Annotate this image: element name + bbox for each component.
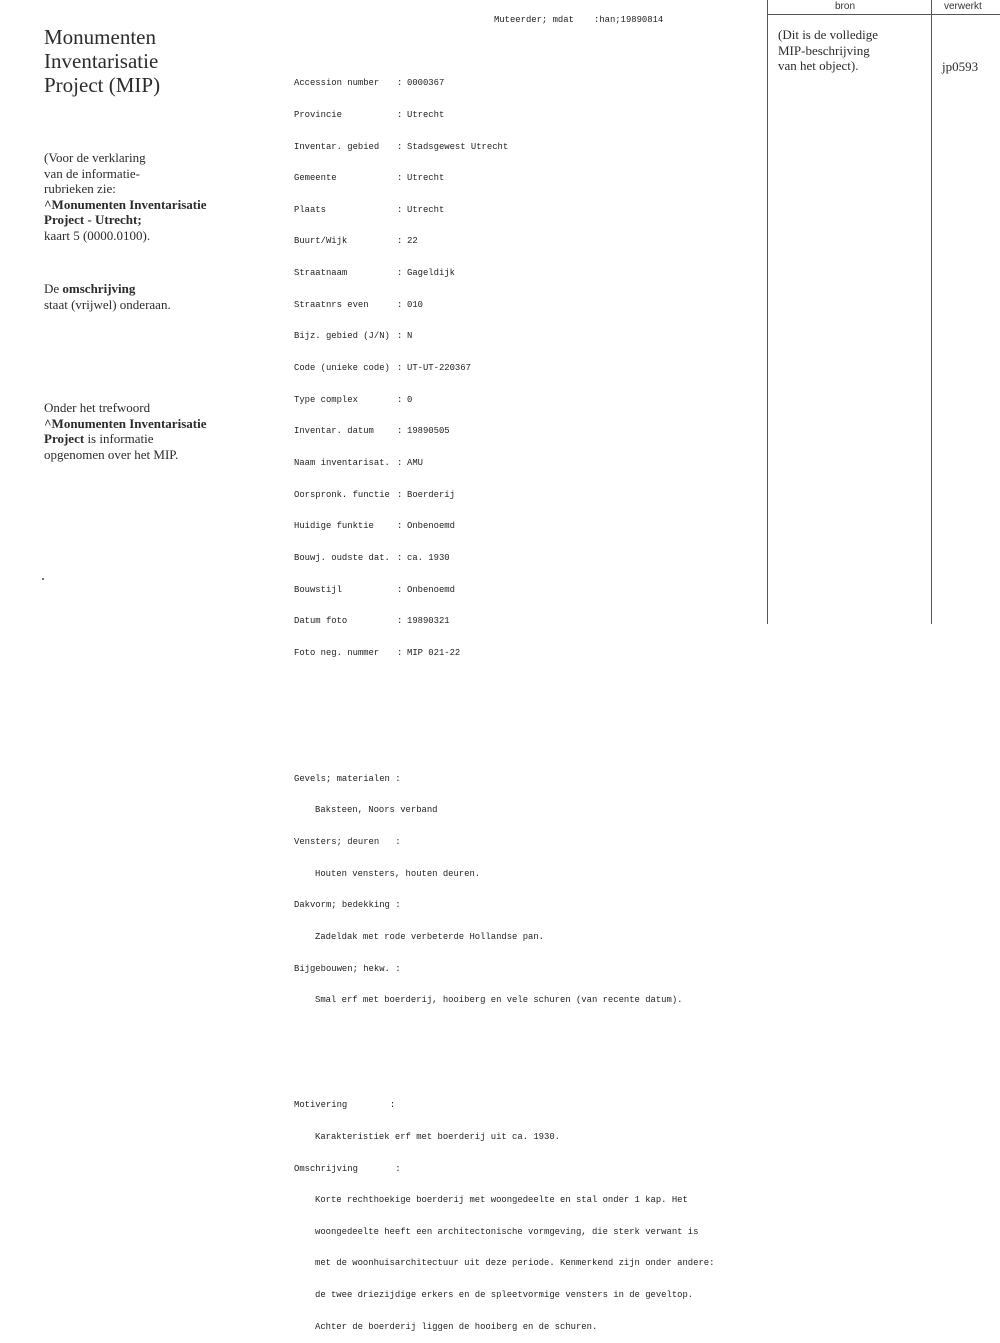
column-header-verwerkt: verwerkt [944,1,982,12]
cross-reference: ^Monumenten Inventarisatie [44,415,207,431]
section-text: Baksteen, Noors verband [315,805,438,816]
explanation-note [44,150,254,243]
verwerkt-cell: jp0593 [942,59,979,74]
cross-reference: ^Monumenten Inventarisatie [44,196,207,212]
field-label: Bijz. gebied (J/N) [294,331,390,342]
title-line: Inventarisatie [44,49,159,73]
note-text: van de informatie- [44,165,141,181]
note-text: opgenomen over het MIP. [44,446,179,462]
field-label: Muteerder; mdat [494,15,574,25]
bron-cell [778,27,928,74]
omschrijving-line: Korte rechthoekige boerderij met woongedeelte en stal onder 1 kap. Het [315,1195,688,1206]
keyword-note [44,400,254,462]
keyword: omschrijving [62,281,136,296]
record-field: Huidige funktie : Onbenoemd [294,521,455,532]
section-label: Vensters; deuren : [294,837,401,848]
record-field: Gemeente : Utrecht [294,173,445,184]
record-field: Bouwj. oudste dat. : ca. 1930 [294,552,450,563]
field-label: Gemeente [294,173,337,184]
field-label: Datum foto [294,616,348,627]
record-field: Inventar. gebied : Stadsgewest Utrecht [294,141,509,152]
bron-text: van het object). [778,58,859,73]
cross-reference: Project [44,431,85,446]
note-text: is informatie [84,431,154,446]
field-value: MIP 021-22 [407,647,461,658]
page-title [44,25,254,97]
title-line: Monumenten [44,25,156,49]
omschrijving-line: woongedeelte heeft een architectonische vormgeving, die sterk verwant is [315,1226,699,1237]
section-label: Gevels; materialen : [294,773,401,784]
field-label: Huidige funktie [294,521,374,532]
record-field: Provincie : Utrecht [294,109,445,120]
field-value: 19890505 [407,426,450,437]
cross-reference: Project - Utrecht; [44,212,142,227]
description-note [44,281,254,312]
field-value: AMU [407,457,423,468]
mip-record [294,15,754,1343]
field-value: UT-UT-220367 [407,363,471,374]
motivering-text: Karakteristiek erf met boerderij uit ca. 1930. [315,1131,560,1142]
field-label: Straatnrs even [294,299,369,310]
field-label: Straatnaam [294,268,348,279]
record-field: Bouwstijl : Onbenoemd [294,584,455,595]
field-label: Provincie [294,109,342,120]
record-field: Code (unieke code) : UT-UT-220367 [294,363,471,374]
note-text: (Voor de verklaring [44,150,146,165]
record-field: Type complex : 0 [294,394,413,405]
record-field: Straatnrs even : 010 [294,299,423,310]
record-field: Bijz. gebied (J/N) : N [294,331,413,342]
bron-text: MIP-beschrijving [778,42,870,58]
field-label: Bouwstijl [294,584,342,595]
field-label: Type complex [294,394,358,405]
record-fields [294,57,754,679]
record-field: Buurt/Wijk : 22 [294,236,418,247]
field-value: ca. 1930 [407,552,450,563]
section-text: Zadeldak met rode verbeterde Hollandse pan. [315,932,545,943]
field-value: Gageldijk [407,268,455,279]
omschrijving-line: met de woonhuisarchitectuur uit deze periode. Kenmerkend zijn onder andere: [315,1258,715,1269]
note-text: rubrieken zie: [44,181,116,196]
field-value: 010 [407,299,423,310]
note-text: staat (vrijwel) onderaan. [44,296,171,312]
field-label: Buurt/Wijk [294,236,348,247]
mutation-info: Muteerder; mdat :han;19890814 [494,15,664,25]
omschrijving-line: Achter de boerderij liggen de hooiberg en de schuren. [315,1321,598,1332]
field-label: Code (unieke code) [294,363,390,374]
field-value: han;19890814 [599,15,664,25]
field-value: Utrecht [407,173,445,184]
column-divider [931,0,932,624]
field-value: N [407,331,413,342]
field-label: Accession number [294,78,380,89]
field-label: Bouwj. oudste dat. [294,552,390,563]
field-value: 22 [407,236,418,247]
record-field: Inventar. datum : 19890505 [294,426,450,437]
motivering-label: Motivering : [294,1100,396,1111]
header-divider [767,14,1000,15]
record-field: Naam inventarisat. : AMU [294,457,423,468]
note-text: De [44,281,63,296]
column-header-bron: bron [835,1,856,12]
column-divider [767,0,768,624]
field-value: 19890321 [407,616,450,627]
section-text: Smal erf met boerderij, hooiberg en vele schuren (van recente datum). [315,995,683,1006]
omschrijving-line: de twee driezijdige erkers en de spleetvormige vensters in de geveltop. [315,1290,694,1301]
title-line: Project (MIP) [44,73,161,97]
field-value: 0000367 [407,78,445,89]
scan-speck [42,578,44,580]
field-value: Boerderij [407,489,455,500]
note-text: kaart 5 (0000.0100). [44,227,151,243]
record-field: Plaats : Utrecht [294,204,445,215]
field-label: Foto neg. nummer [294,647,380,658]
field-label: Plaats [294,204,326,215]
record-field: Oorspronk. functie : Boerderij [294,489,455,500]
section-label: Dakvorm; bedekking : [294,900,401,911]
section-text: Houten vensters, houten deuren. [315,868,481,879]
record-field: Datum foto : 19890321 [294,616,450,627]
field-label: Naam inventarisat. [294,457,390,468]
field-value: Utrecht [407,204,445,215]
omschrijving-label: Omschrijving : [294,1163,401,1174]
record-field: Accession number : 0000367 [294,78,445,89]
field-value: 0 [407,394,413,405]
field-value: Stadsgewest Utrecht [407,141,509,152]
record-field: Foto neg. nummer : MIP 021-22 [294,647,461,658]
note-text: Onder het trefwoord [44,400,151,415]
record-sections [294,753,754,1027]
bron-text: (Dit is de volledige [778,27,879,42]
field-value: Onbenoemd [407,584,455,595]
record-field: Straatnaam : Gageldijk [294,268,455,279]
field-label: Inventar. gebied [294,141,380,152]
section-label: Bijgebouwen; hekw. : [294,963,401,974]
field-label: Oorspronk. functie [294,489,390,500]
field-value: Onbenoemd [407,521,455,532]
left-column [0,0,260,649]
field-value: Utrecht [407,109,445,120]
field-label: Inventar. datum [294,426,374,437]
